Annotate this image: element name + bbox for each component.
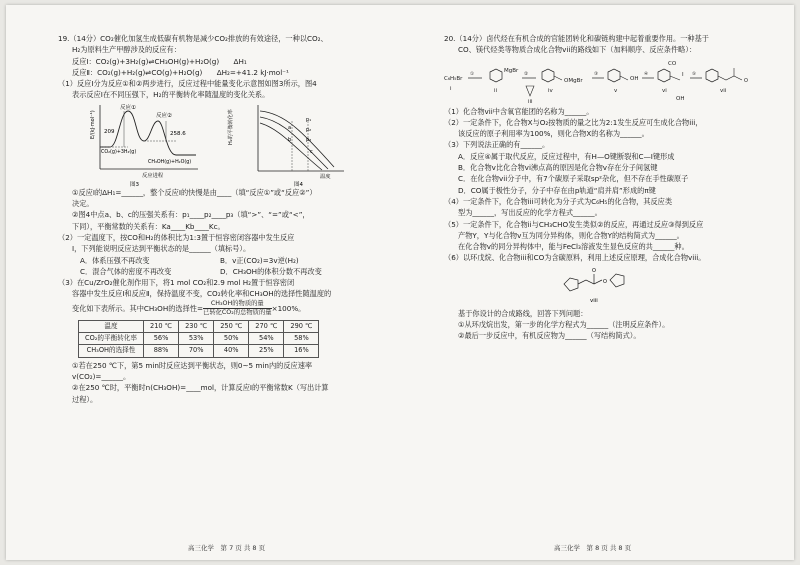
q19-part3-q2a: ②在250 ℃时，平衡时n(CH₃OH)=____mol，计算反应Ⅰ的平衡常数K（写出计算	[72, 383, 329, 393]
selectivity-denominator: 已转化CO₂的总物质的量	[203, 309, 272, 317]
q19-intro-2: H₂为原料生产甲醇涉及的反应有：	[72, 45, 181, 55]
synthesis-route-svg	[444, 56, 774, 106]
q19-part3-2: 容器中发生反应Ⅰ和反应Ⅱ，保持温度不变，CO₂转化率和CH₃OH的选择性随温度的	[72, 289, 332, 299]
q19-part1-2: 表示反应Ⅰ在不同压强下，H₂的平衡转化率随温度的变化关系。	[72, 90, 270, 100]
compound-vi-oh: OH	[676, 95, 685, 102]
table-cell: 88%	[144, 345, 179, 357]
table-row	[79, 345, 319, 357]
reaction-1: 反应Ⅰ：CO₂(g)+3H₂(g)⇌CH₃OH(g)+H₂O(g) ΔH₁	[72, 56, 247, 66]
q20-part1: （1）化合物vii中含氧官能团的名称为______。	[444, 106, 594, 116]
table-header-cell: 230 ℃	[179, 320, 214, 332]
figures-row	[58, 101, 388, 187]
table-cell: 58%	[284, 333, 319, 345]
table-header-cell: 250 ℃	[214, 320, 249, 332]
fig3-xlabel: 反应进程	[142, 172, 164, 179]
table-cell: CH₃OH的选择性	[79, 345, 144, 357]
q19-part3-q1a: ①若在250 ℃下，第5 min时反应达到平衡状态，则0~5 min内的反应速率	[72, 360, 313, 370]
svg-text:⑤: ⑤	[692, 71, 697, 77]
q20-option-c: C．在化合物vii分子中，有7个碳原子采取sp²杂化，但不存在手性碳原子	[458, 174, 689, 184]
option-c: C．混合气体的密度不再改变	[80, 266, 172, 276]
q19-part1-q1a: ①反应Ⅰ的ΔH₁=______，整个反应Ⅰ的快慢是由____（填“反应①”或“反应②”）	[72, 187, 317, 197]
svg-text:O: O	[744, 77, 748, 84]
selectivity-fraction	[203, 300, 272, 317]
selectivity-prefix: 变化如下表所示。其中CH₃OH的选择性=	[72, 303, 204, 313]
page-footer-left: 高三化学 第 7 页 共 8 页	[188, 544, 266, 552]
q19-part2-options-row1	[58, 255, 388, 266]
right-column	[444, 33, 774, 342]
fig4-p2: p₂	[306, 126, 312, 133]
fig4-caption: 图4	[294, 181, 303, 188]
compound-iii-label: iii	[528, 98, 533, 105]
q19-part1-1: （1）反应Ⅰ分为反应①和②两步进行，反应过程中能量变化示意图如图3所示，图4	[58, 79, 317, 89]
synthesis-scheme	[444, 56, 774, 106]
compound-i-label: i	[450, 85, 452, 92]
option-b: B．v正(CO₂)=3v逆(H₂)	[220, 255, 299, 265]
compound-iv-label: iv	[548, 87, 553, 94]
table-cell: 54%	[249, 333, 284, 345]
fig4-point-c: c	[310, 148, 313, 155]
fig3-ylabel: E/(kJ·mol⁻¹)	[90, 110, 96, 139]
svg-text:③: ③	[594, 71, 599, 77]
option-a: A．体系压强不再改变	[80, 255, 150, 265]
q20-part2-2: 该反应的原子利用率为100%，则化合物X的名称为______。	[458, 129, 649, 139]
q19-part2-1: （2）一定温度下，按CO和H₂的体积比为1:3置于恒容密闭容器中发生反应	[58, 232, 295, 242]
table-cell: 40%	[214, 345, 249, 357]
compound-v-label: v	[614, 87, 618, 94]
q19-intro-1: 19.（14分）CO₂催化加氢生成低碳有机物是减少CO₂排放的有效途径，一种以CO₂、	[58, 34, 328, 43]
q19-part3-q2b: 过程）。	[72, 394, 98, 404]
selectivity-numerator: CH₃OH的物质的量	[203, 300, 272, 309]
q20-part6: （6）以环戊烷、化合物iii和CO为含碳原料，利用上述反应原理，合成化合物viii。	[444, 253, 706, 263]
table-header-cell: 290 ℃	[284, 320, 319, 332]
reaction-2: 反应Ⅱ：CO₂(g)+H₂(g)⇌CO(g)+H₂O(g) ΔH₂=+41.2 kJ·mol⁻¹	[72, 67, 289, 77]
table-header-cell: 210 ℃	[144, 320, 179, 332]
compound-ii-label: ii	[494, 87, 498, 94]
compound-v: OH	[630, 75, 639, 82]
fig4-point-a: a	[288, 124, 292, 131]
fig4-xlabel: 温度	[320, 173, 331, 180]
q20-intro-2: CO、镁代烃类等物质合成化合物vii的路线如下（加料顺序、反应条件略）：	[458, 45, 697, 55]
q20-intro-1: 20.（14分）卤代烃在有机合成的官能团转化和碳链构建中起着重要作用。一种基于	[444, 34, 709, 43]
svg-text:②: ②	[524, 71, 529, 77]
compound-vi-co: CO	[668, 60, 677, 67]
table-cell: 56%	[144, 333, 179, 345]
fig3-peak2-label: 反应②	[156, 112, 172, 119]
q20-part3: （3）下列说法正确的有______。	[444, 140, 550, 150]
fig3-value-258: 258.6	[170, 130, 186, 137]
q19-part1-q2a: ②图4中点a、b、c的压强关系有：p₁____p₂____p₃（填“>”、“=”或“<”，	[72, 210, 310, 220]
conversion-chart-fig4	[228, 101, 354, 188]
q19-part1-q2b: 下同），平衡常数的关系有：Ka____Kb____Kc。	[72, 221, 225, 231]
q20-part5-2: 产物Y，Y与化合物v互为同分异构体，则化合物Y的结构简式为______。	[458, 230, 684, 240]
q20-part5-1: （5）一定条件下，化合物ii与CH₃CHO发生类似②的反应，再通过反应③得到反应	[444, 219, 704, 229]
compound-ii: MgBr	[504, 67, 519, 74]
selectivity-definition	[58, 300, 388, 318]
fig3-value-209: 209	[104, 128, 115, 135]
compound-viii-structure	[444, 264, 774, 308]
q20-option-a: A．反应④属于取代反应，反应过程中，有H—O键断裂和C—I键形成	[458, 151, 675, 161]
q20-part6-intro: 基于你设计的合成路线，回答下列问题：	[458, 308, 588, 318]
fig3-caption: 图3	[130, 181, 139, 188]
fig4-p3: p₃	[306, 136, 312, 143]
q19-part2-options-row2	[58, 266, 388, 277]
compound-iv: OMgBr	[564, 77, 583, 84]
table-cell: 53%	[179, 333, 214, 345]
compound-vi-i: I	[682, 71, 684, 78]
fig4-p1: p₁	[306, 116, 312, 123]
svg-text:O: O	[603, 278, 607, 285]
compound-viii-label: viii	[590, 297, 598, 304]
q20-part5-3: 在化合物v的同分异构体中，能与FeCl₃溶液发生显色反应的共______种。	[458, 242, 689, 252]
table-cell: CO₂的平衡转化率	[79, 333, 144, 345]
q19-part3-1: （3）在Cu/ZrO₂催化剂作用下，将1 mol CO₂和2.9 mol H₂置于恒容密闭	[58, 278, 295, 288]
left-column	[58, 33, 388, 405]
q20-part6-q2: ②最后一步反应中，有机反应物为______（写结构简式）。	[458, 331, 641, 341]
table-cell: 50%	[214, 333, 249, 345]
q19-part2-2: Ⅰ，下列能说明反应达到平衡状态的是______（填标号）。	[72, 244, 251, 254]
q20-part2-1: （2）一定条件下，化合物X与O₂按物质的量之比为2:1发生反应可生成化合物iii，	[444, 117, 703, 127]
compound-vi-label: vi	[662, 87, 667, 94]
q19-part1-q1b: 决定。	[72, 199, 94, 209]
svg-text:①: ①	[470, 71, 475, 77]
exam-sheet	[6, 5, 794, 560]
fig3-start-label: CO₂(g)+3H₂(g)	[101, 149, 137, 155]
table-cell: 70%	[179, 345, 214, 357]
fig4-point-b: b	[288, 136, 292, 143]
fig4-ylabel: H₂的平衡转化率	[228, 109, 234, 145]
page-footer-right: 高三化学 第 8 页 共 8 页	[554, 544, 632, 552]
q20-part4-1: （4）一定条件下，化合物iii可转化为分子式为C₆H₅的化合物，其反应类	[444, 196, 673, 206]
selectivity-suffix: ×100%。	[271, 303, 306, 313]
q20-option-d: D．CO属于极性分子，分子中存在由p轨道“肩并肩”形成的π键	[458, 185, 656, 195]
fig3-end-label: CH₃OH(g)+H₂O(g)	[148, 159, 192, 165]
svg-text:④: ④	[644, 71, 649, 77]
table-cell: 25%	[249, 345, 284, 357]
compound-vii-label: vii	[720, 87, 727, 94]
q19-part3-q1b: v(CO₂)=______。	[72, 371, 131, 381]
option-d: D．CH₃OH的体积分数不再改变	[220, 266, 322, 276]
compound-i: C₆H₅Br	[444, 75, 463, 82]
svg-text:O: O	[592, 267, 596, 274]
table-header-row	[79, 320, 319, 332]
compound-viii-svg	[444, 264, 774, 308]
q20-part4-2: 型为______，写出反应的化学方程式______。	[458, 208, 602, 218]
table-header-cell: 270 ℃	[249, 320, 284, 332]
q20-option-b: B．化合物v比化合物vi沸点高的原因是化合物v存在分子间氢键	[458, 163, 658, 173]
table-row	[79, 333, 319, 345]
table-cell: 16%	[284, 345, 319, 357]
fig3-peak1-label: 反应①	[120, 104, 136, 111]
selectivity-table	[78, 320, 319, 358]
energy-diagram-fig3	[80, 101, 200, 187]
table-header-cell: 温度	[79, 320, 144, 332]
q20-part6-q1: ①从环戊烷出发，第一步的化学方程式为______（注明反应条件）。	[458, 320, 670, 330]
